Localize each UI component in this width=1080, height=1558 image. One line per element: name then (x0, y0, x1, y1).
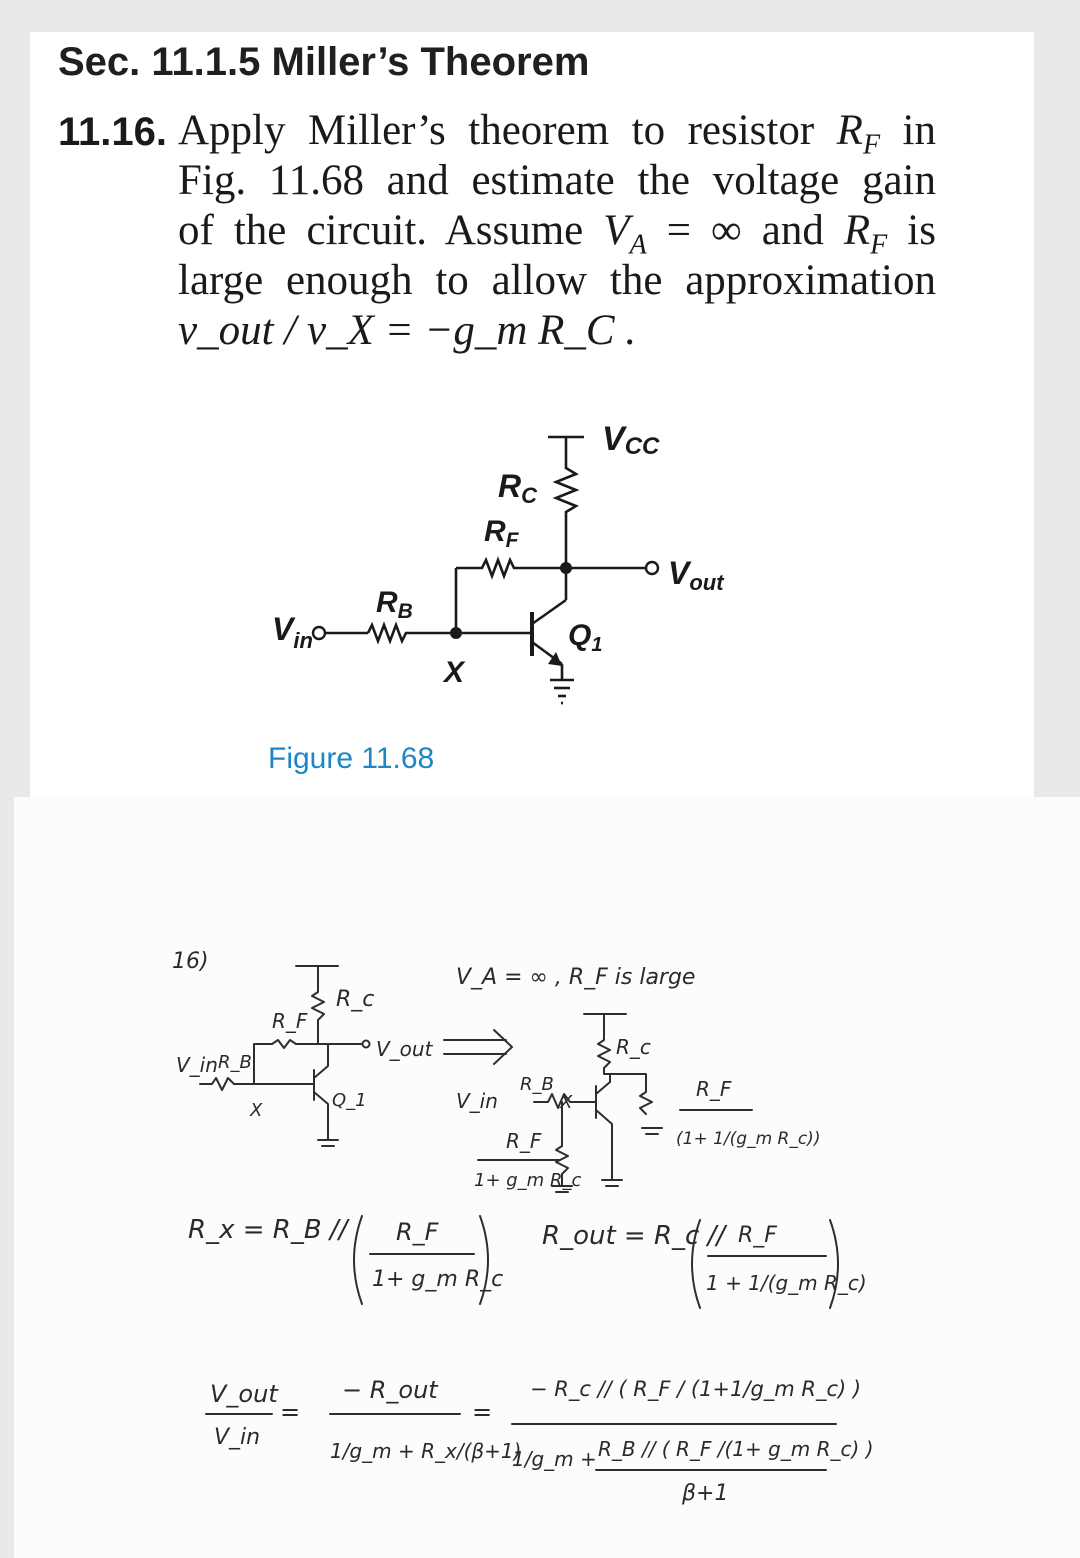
notes-left-circuit (176, 966, 434, 1146)
svg-text:=: = (280, 1398, 301, 1426)
notes-assumption: V_A = ∞ , R_F is large (456, 965, 696, 990)
vin-label: $V_{in}$ (272, 611, 313, 653)
svg-text:1/g_m + R_x/(β+1): 1/g_m + R_x/(β+1) (330, 1439, 522, 1463)
problem-statement: Apply Miller’s theorem to resistor $R_F$ in Fig. 11.68 and estimate the voltage gain of the circuit. Assume $V_A$ = ∞ and $R_F$ is large enough to allow the approximation v_out / v_X = −g_m R_C . (178, 107, 937, 354)
q1-label: $Q_1$ (568, 619, 603, 656)
svg-text:V_out: V_out (376, 1037, 433, 1061)
gain-equation (206, 1376, 874, 1506)
svg-text:R_F: R_F (272, 1009, 308, 1033)
vout-terminal (646, 562, 658, 574)
svg-text:1+ g_m R_c: 1+ g_m R_c (474, 1170, 582, 1191)
svg-text:(1+ 1/(g_m R_c)): (1+ 1/(g_m R_c)) (676, 1129, 821, 1149)
svg-text:1/g_m +: 1/g_m + (512, 1447, 597, 1471)
x-label: X (444, 656, 465, 689)
handwritten-solution (172, 949, 874, 1506)
svg-text:R_F: R_F (696, 1077, 732, 1101)
svg-text:R_F: R_F (738, 1223, 777, 1248)
svg-text:− R_out: − R_out (342, 1376, 438, 1404)
svg-text:β+1: β+1 (682, 1481, 729, 1506)
rx-equation (188, 1215, 503, 1304)
problem-number: 11.16. (58, 110, 168, 154)
svg-text:R_c: R_c (336, 987, 375, 1012)
circuit-figure-11-68 (272, 420, 725, 703)
svg-text:− R_c // ( R_F / (1+1/g_m R_c): − R_c // ( R_F / (1+1/g_m R_c) ) (530, 1377, 862, 1401)
rout-equation (542, 1220, 867, 1308)
rf-resistor (456, 560, 520, 576)
svg-text:R_B: R_B (520, 1074, 554, 1095)
transform-arrow (444, 1030, 512, 1064)
svg-text:1+ g_m R_c: 1+ g_m R_c (372, 1267, 504, 1292)
figure-caption: Figure 11.68 (268, 742, 435, 775)
problem-tag: 16) (172, 949, 209, 974)
rb-resistor (368, 625, 456, 641)
svg-text:R_out = R_c //: R_out = R_c // (542, 1221, 726, 1251)
svg-text:R_B // ( R_F /(1+ g_m R_c) ): R_B // ( R_F /(1+ g_m R_c) ) (598, 1437, 874, 1461)
notes-right-circuit (456, 1014, 820, 1192)
rc-label: RC (498, 468, 537, 508)
svg-text:R_B: R_B (218, 1052, 252, 1073)
svg-text:R_c: R_c (616, 1035, 651, 1059)
svg-text:R_F: R_F (396, 1218, 439, 1246)
vcc-label: VCC (602, 420, 660, 460)
svg-text:X: X (250, 1100, 263, 1121)
vout-label: Vout (668, 555, 724, 595)
svg-text:V_in: V_in (176, 1053, 218, 1077)
svg-text:R_F: R_F (506, 1129, 542, 1153)
svg-text:=: = (472, 1398, 493, 1426)
svg-text:V_out: V_out (210, 1380, 278, 1408)
vin-terminal (313, 627, 325, 639)
svg-text:1 + 1/(g_m R_c): 1 + 1/(g_m R_c) (706, 1271, 867, 1295)
svg-text:V_in: V_in (456, 1089, 498, 1113)
svg-text:R_x = R_B //: R_x = R_B // (188, 1215, 348, 1245)
section-heading: Sec. 11.1.5 Miller’s Theorem (58, 40, 590, 84)
svg-text:V_in: V_in (214, 1425, 261, 1450)
rf-label: $R_F$ (484, 515, 519, 552)
rc-resistor (556, 460, 576, 568)
approximation-formula: v_out / v_X = −g_m R_C . (178, 307, 637, 354)
svg-text:X: X (560, 1092, 573, 1113)
svg-text:Q_1: Q_1 (332, 1090, 367, 1111)
rb-label: $R_B$ (376, 586, 413, 623)
